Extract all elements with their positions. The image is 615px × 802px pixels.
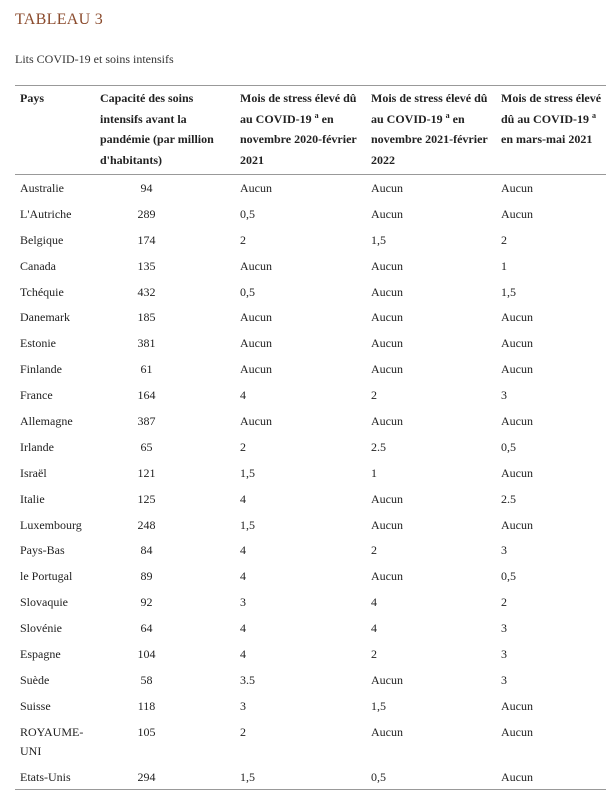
cell-period-1: Aucun xyxy=(240,310,272,325)
cell-period-3: Aucun xyxy=(501,310,533,325)
cell-period-3: Aucun xyxy=(501,336,533,351)
header-capacity: Capacité des soins intensifs avant la pandémie (par million d'habitants) xyxy=(95,86,235,175)
cell-period-1: 1,5 xyxy=(240,517,255,532)
cell-country: le Portugal xyxy=(20,569,73,584)
table-row xyxy=(15,764,606,790)
cell-period-3: 2 xyxy=(501,595,507,610)
cell-period-3: 0,5 xyxy=(501,569,516,584)
cell-period-1: 2 xyxy=(240,232,246,247)
table-row xyxy=(15,460,606,486)
cell-period-1: 4 xyxy=(240,388,246,403)
cell-period-2: 4 xyxy=(371,621,377,636)
cell-period-2: 2 xyxy=(371,647,377,662)
cell-country: France xyxy=(20,388,53,403)
header-period-2 xyxy=(366,86,496,175)
cell-country: Espagne xyxy=(20,647,61,662)
table-row xyxy=(15,201,606,227)
cell-period-3: Aucun xyxy=(501,724,533,739)
cell-country: Italie xyxy=(20,491,45,506)
cell-period-3: 2 xyxy=(501,232,507,247)
cell-period-3: Aucun xyxy=(501,414,533,429)
cell-period-2: 4 xyxy=(371,595,377,610)
table-row xyxy=(15,512,606,538)
cell-period-2: Aucun xyxy=(371,258,403,273)
cell-period-3: Aucun xyxy=(501,181,533,195)
cell-country: L'Autriche xyxy=(20,206,72,221)
cell-capacity: 104 xyxy=(137,647,156,662)
cell-capacity: 164 xyxy=(137,388,156,403)
cell-capacity: 135 xyxy=(137,258,156,273)
table-row xyxy=(15,253,606,279)
cell-capacity: 61 xyxy=(140,362,153,377)
cell-country: ROYAUME-UNI xyxy=(20,724,84,758)
table-title: TABLEAU 3 xyxy=(15,11,104,28)
cell-capacity: 118 xyxy=(137,698,156,713)
cell-period-1: 4 xyxy=(240,491,246,506)
cell-period-2: Aucun xyxy=(371,310,403,325)
table-row xyxy=(15,279,606,305)
cell-country: Israël xyxy=(20,465,47,480)
cell-period-3: 1,5 xyxy=(501,284,516,299)
cell-period-3: Aucun xyxy=(501,206,533,221)
header-period-1 xyxy=(235,86,366,175)
cell-capacity: 94 xyxy=(140,181,153,195)
table-row xyxy=(15,227,606,253)
cell-country: Etats-Unis xyxy=(15,764,95,790)
cell-country: Danemark xyxy=(20,310,70,325)
table-row xyxy=(15,641,606,667)
cell-period-1: Aucun xyxy=(240,258,272,273)
cell-country: Suède xyxy=(20,672,50,687)
cell-period-2: 2 xyxy=(371,388,377,403)
cell-capacity: 432 xyxy=(137,284,156,299)
table-row xyxy=(15,667,606,693)
table-row xyxy=(15,719,606,764)
cell-period-1: 0,5 xyxy=(240,284,255,299)
cell-capacity: 248 xyxy=(137,517,156,532)
cell-period-3: Aucun xyxy=(501,517,533,532)
cell-period-3: 3 xyxy=(501,543,507,558)
table-row xyxy=(15,408,606,434)
cell-period-2: 1,5 xyxy=(371,698,386,713)
cell-period-3: 3 xyxy=(501,647,507,662)
cell-period-2: Aucun xyxy=(371,181,403,195)
cell-period-3: 3 xyxy=(501,388,507,403)
cell-country: Slovaquie xyxy=(20,595,68,610)
cell-period-1: 4 xyxy=(240,569,246,584)
header-period-1-range: en novembre 2020-février 2021 xyxy=(240,111,357,167)
cell-country: Allemagne xyxy=(20,414,73,429)
cell-period-3: Aucun xyxy=(501,465,533,480)
cell-period-1: Aucun xyxy=(240,336,272,351)
cell-period-1: 4 xyxy=(240,647,246,662)
table-row xyxy=(15,330,606,356)
cell-period-3: Aucun xyxy=(501,362,533,377)
cell-period-1: 3 xyxy=(240,595,246,610)
header-period-1-text: Mois de stress élevé dû au COVID-19 xyxy=(240,91,357,126)
cell-capacity: 65 xyxy=(140,439,153,454)
cell-capacity: 64 xyxy=(140,621,153,636)
cell-period-3: Aucun xyxy=(501,698,533,713)
cell-period-2: Aucun xyxy=(371,362,403,377)
header-period-2-range: en novembre 2021-février 2022 xyxy=(371,111,488,167)
table-body xyxy=(15,175,606,790)
cell-period-1: Aucun xyxy=(240,181,272,195)
cell-capacity: 89 xyxy=(140,569,153,584)
cell-capacity: 289 xyxy=(137,206,156,221)
cell-period-2: Aucun xyxy=(371,284,403,299)
cell-country: Suisse xyxy=(20,698,51,713)
cell-capacity: 105 xyxy=(137,724,156,739)
cell-period-2: 2.5 xyxy=(371,439,386,454)
cell-period-2: Aucun xyxy=(371,569,403,584)
cell-country: Irlande xyxy=(20,439,54,454)
cell-period-1: 2 xyxy=(240,439,246,454)
table-row xyxy=(15,434,606,460)
cell-period-3: Aucun xyxy=(496,764,606,790)
footnote-marker: a xyxy=(592,110,597,120)
table-row xyxy=(15,175,606,201)
table-row xyxy=(15,382,606,408)
cell-capacity: 84 xyxy=(140,543,153,558)
cell-country: Luxembourg xyxy=(20,517,82,532)
cell-period-2: Aucun xyxy=(371,672,403,687)
table-row xyxy=(15,537,606,563)
cell-period-1: 4 xyxy=(240,543,246,558)
cell-period-1: 3.5 xyxy=(240,672,255,687)
cell-capacity: 174 xyxy=(137,232,156,247)
header-period-3 xyxy=(496,86,606,175)
cell-capacity: 125 xyxy=(137,491,156,506)
cell-capacity: 381 xyxy=(137,336,156,351)
table-row xyxy=(15,589,606,615)
cell-country: Tchéquie xyxy=(20,284,64,299)
table-row xyxy=(15,356,606,382)
cell-country: Pays-Bas xyxy=(20,543,65,558)
cell-period-2: Aucun xyxy=(371,206,403,221)
table-row xyxy=(15,693,606,719)
cell-country: Australie xyxy=(20,181,64,195)
table-caption: Lits COVID-19 et soins intensifs xyxy=(15,52,174,66)
cell-period-2: 2 xyxy=(371,543,377,558)
cell-period-3: 1 xyxy=(501,258,507,273)
covid-icu-table xyxy=(15,85,606,790)
cell-period-2: Aucun xyxy=(371,414,403,429)
footnote-marker: a xyxy=(445,110,450,120)
cell-period-2: 1,5 xyxy=(371,232,386,247)
cell-period-1: Aucun xyxy=(240,362,272,377)
cell-country: Belgique xyxy=(20,232,64,247)
cell-capacity: 185 xyxy=(137,310,156,325)
cell-capacity: 121 xyxy=(137,465,156,480)
cell-period-1: 3 xyxy=(240,698,246,713)
cell-period-2: 0,5 xyxy=(366,764,496,790)
table-row xyxy=(15,486,606,512)
cell-period-1: 0,5 xyxy=(240,206,255,221)
header-row xyxy=(15,86,606,175)
cell-country: Canada xyxy=(20,258,56,273)
cell-period-1: Aucun xyxy=(240,414,272,429)
cell-period-1: 2 xyxy=(240,724,246,739)
cell-country: Slovénie xyxy=(20,621,62,636)
cell-period-3: 3 xyxy=(501,672,507,687)
cell-period-3: 0,5 xyxy=(501,439,516,454)
table-row xyxy=(15,563,606,589)
header-period-3-text: Mois de stress élevé dû au COVID-19 xyxy=(501,91,602,126)
footnote-marker: a xyxy=(314,110,319,120)
header-country: Pays xyxy=(15,86,95,175)
cell-period-2: Aucun xyxy=(371,336,403,351)
table-row xyxy=(15,304,606,330)
header-period-2-text: Mois de stress élevé dû au COVID-19 xyxy=(371,91,488,126)
cell-period-2: Aucun xyxy=(371,517,403,532)
cell-period-3: 3 xyxy=(501,621,507,636)
header-period-3-range: en mars-mai 2021 xyxy=(501,132,593,146)
table-row xyxy=(15,615,606,641)
cell-period-3: 2.5 xyxy=(501,491,516,506)
cell-period-1: 1,5 xyxy=(240,465,255,480)
cell-capacity: 294 xyxy=(95,764,235,790)
cell-period-2: Aucun xyxy=(371,724,403,739)
cell-period-1: 4 xyxy=(240,621,246,636)
cell-capacity: 387 xyxy=(137,414,156,429)
cell-country: Estonie xyxy=(20,336,56,351)
cell-period-2: Aucun xyxy=(371,491,403,506)
cell-period-2: 1 xyxy=(371,465,377,480)
cell-capacity: 92 xyxy=(140,595,153,610)
cell-period-1: 1,5 xyxy=(235,764,366,790)
cell-capacity: 58 xyxy=(140,672,153,687)
cell-country: Finlande xyxy=(20,362,62,377)
